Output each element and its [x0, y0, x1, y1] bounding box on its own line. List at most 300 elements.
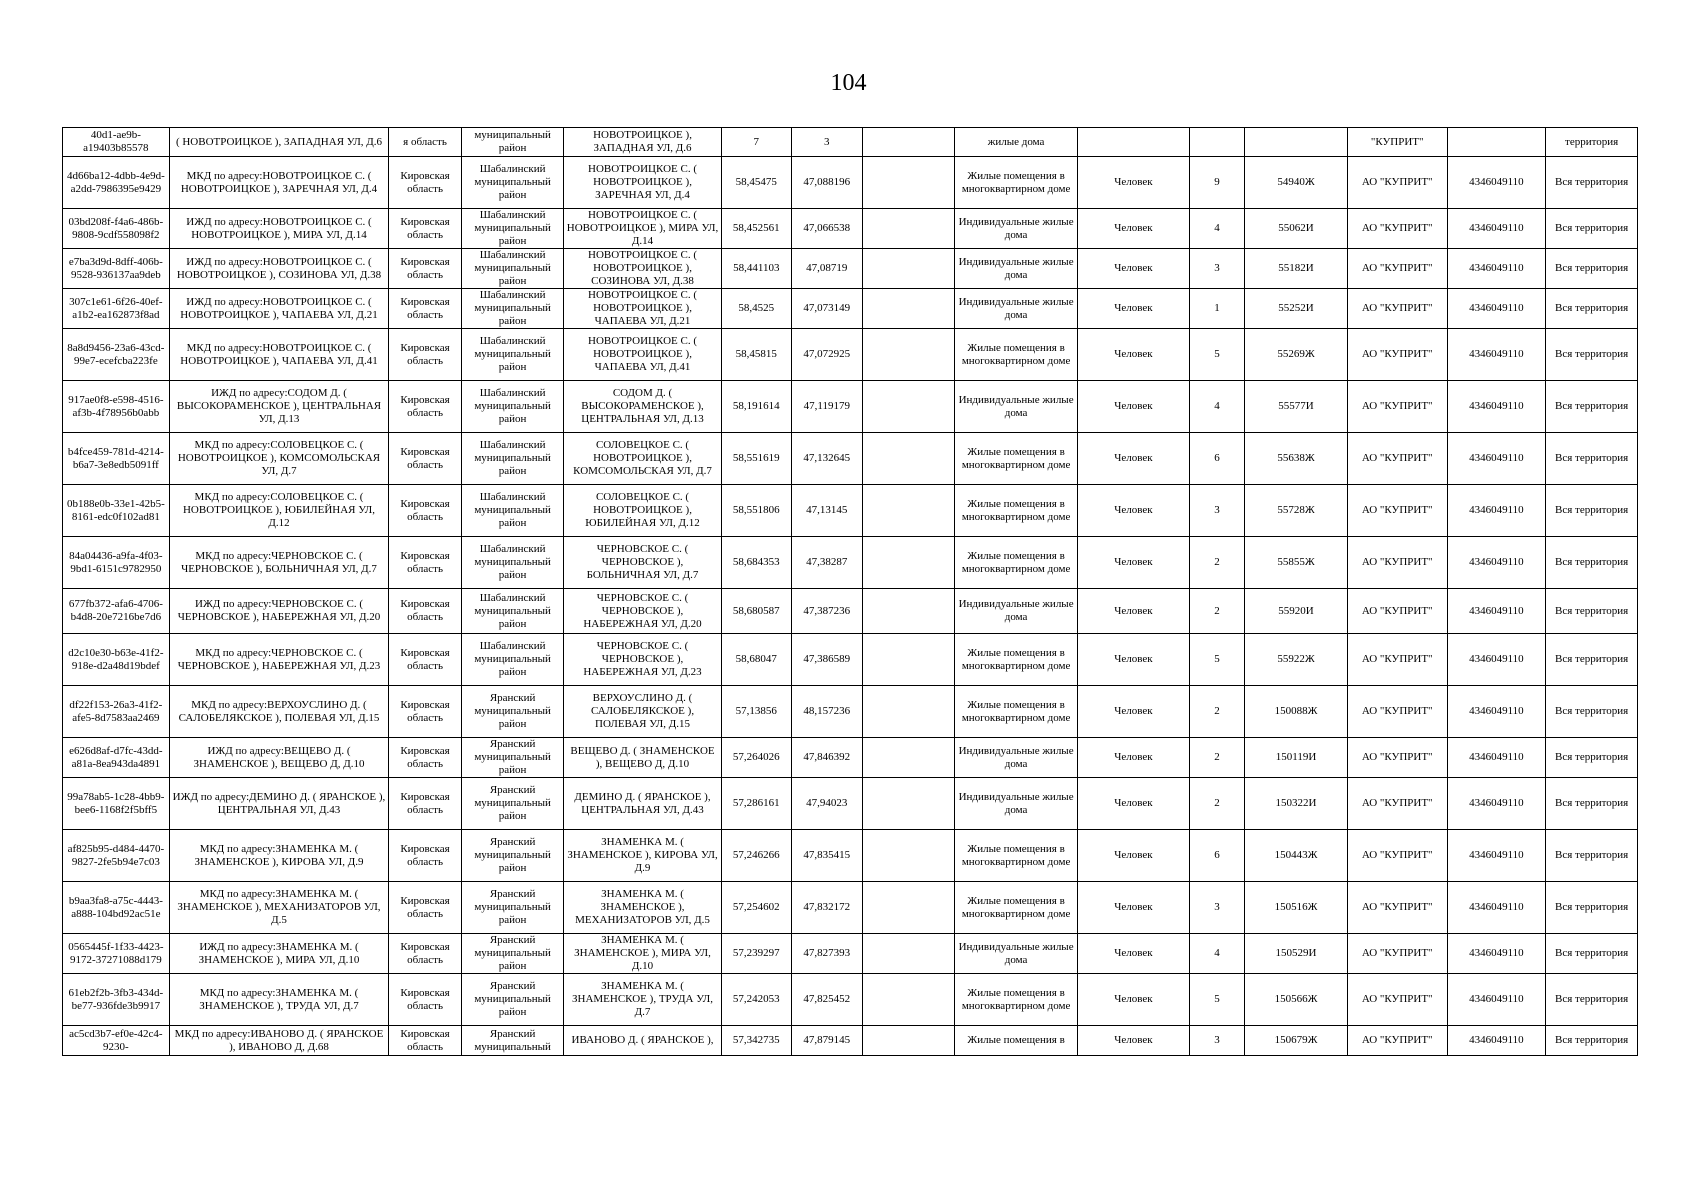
- organization-cell: АО "КУПРИТ": [1347, 1026, 1447, 1056]
- longitude-cell: 47,832172: [792, 882, 862, 934]
- table-row: [63, 289, 1638, 329]
- count-cell: 3: [1189, 249, 1244, 289]
- unit-cell: Человек: [1078, 289, 1190, 329]
- table-row: [63, 381, 1638, 433]
- blank-cell: [862, 830, 955, 882]
- table-row: [63, 157, 1638, 209]
- guid-cell: e7ba3d9d-8dff-406b-9528-936137aa9deb: [63, 249, 170, 289]
- inn-cell: 4346049110: [1447, 1026, 1546, 1056]
- code-cell: 150443Ж: [1245, 830, 1348, 882]
- longitude-cell: 47,066538: [792, 209, 862, 249]
- longitude-cell: 47,94023: [792, 778, 862, 830]
- object-name-cell: МКД по адресу:ИВАНОВО Д. ( ЯРАНСКОЕ ), ИВАНОВО Д, Д.68: [169, 1026, 389, 1056]
- territory-cell: Вся территория: [1546, 289, 1638, 329]
- guid-cell: 99a78ab5-1c28-4bb9-bee6-1168f2f5bff5: [63, 778, 170, 830]
- category-cell: Жилые помещения в многоквартирном доме: [955, 329, 1078, 381]
- territory-cell: Вся территория: [1546, 249, 1638, 289]
- table-row: [63, 128, 1638, 157]
- category-cell: Индивидуальные жилые дома: [955, 209, 1078, 249]
- territory-cell: Вся территория: [1546, 209, 1638, 249]
- category-cell: Жилые помещения в многоквартирном доме: [955, 634, 1078, 686]
- district-cell: Яранский муниципальный район: [461, 778, 564, 830]
- count-cell: 5: [1189, 974, 1244, 1026]
- unit-cell: Человек: [1078, 329, 1190, 381]
- count-cell: 2: [1189, 589, 1244, 634]
- organization-cell: АО "КУПРИТ": [1347, 381, 1447, 433]
- longitude-cell: 47,119179: [792, 381, 862, 433]
- blank-cell: [862, 634, 955, 686]
- count-cell: 3: [1189, 882, 1244, 934]
- category-cell: Жилые помещения в многоквартирном доме: [955, 433, 1078, 485]
- guid-cell: d2c10e30-b63e-41f2-918e-d2a48d19bdef: [63, 634, 170, 686]
- code-cell: [1245, 128, 1348, 157]
- region-cell: Кировская область: [389, 289, 462, 329]
- latitude-cell: 58,551806: [721, 485, 791, 537]
- object-name-cell: МКД по адресу:ЗНАМЕНКА М. ( ЗНАМЕНСКОЕ ), ТРУДА УЛ, Д.7: [169, 974, 389, 1026]
- count-cell: 4: [1189, 381, 1244, 433]
- address-cell: ИВАНОВО Д. ( ЯРАНСКОЕ ),: [564, 1026, 721, 1056]
- object-name-cell: МКД по адресу:СОЛОВЕЦКОЕ С. ( НОВОТРОИЦКОЕ ), ЮБИЛЕЙНАЯ УЛ, Д.12: [169, 485, 389, 537]
- organization-cell: АО "КУПРИТ": [1347, 934, 1447, 974]
- category-cell: Индивидуальные жилые дома: [955, 934, 1078, 974]
- territory-cell: Вся территория: [1546, 974, 1638, 1026]
- guid-cell: 8a8d9456-23a6-43cd-99e7-ecefcba223fe: [63, 329, 170, 381]
- blank-cell: [862, 1026, 955, 1056]
- inn-cell: 4346049110: [1447, 882, 1546, 934]
- district-cell: Шабалинский муниципальный район: [461, 589, 564, 634]
- page-number: 104: [830, 70, 867, 96]
- inn-cell: 4346049110: [1447, 974, 1546, 1026]
- guid-cell: af825b95-d484-4470-9827-2fe5b94e7c03: [63, 830, 170, 882]
- table-row: [63, 830, 1638, 882]
- longitude-cell: 47,38287: [792, 537, 862, 589]
- district-cell: муниципальный район: [461, 128, 564, 157]
- blank-cell: [862, 686, 955, 738]
- object-name-cell: ИЖД по адресу:СОДОМ Д. ( ВЫСОКОРАМЕНСКОЕ ), ЦЕНТРАЛЬНАЯ УЛ, Д.13: [169, 381, 389, 433]
- region-cell: Кировская область: [389, 157, 462, 209]
- guid-cell: 0565445f-1f33-4423-9172-37271088d179: [63, 934, 170, 974]
- address-cell: НОВОТРОИЦКОЕ С. ( НОВОТРОИЦКОЕ ), ЗАРЕЧНАЯ УЛ, Д.4: [564, 157, 721, 209]
- guid-cell: 677fb372-afa6-4706-b4d8-20e7216be7d6: [63, 589, 170, 634]
- unit-cell: Человек: [1078, 249, 1190, 289]
- inn-cell: 4346049110: [1447, 209, 1546, 249]
- guid-cell: 917ae0f8-e598-4516-af3b-4f78956b0abb: [63, 381, 170, 433]
- table-row: [63, 634, 1638, 686]
- blank-cell: [862, 738, 955, 778]
- count-cell: 2: [1189, 537, 1244, 589]
- latitude-cell: 58,45815: [721, 329, 791, 381]
- address-cell: НОВОТРОИЦКОЕ С. ( НОВОТРОИЦКОЕ ), МИРА УЛ, Д.14: [564, 209, 721, 249]
- count-cell: 2: [1189, 686, 1244, 738]
- organization-cell: АО "КУПРИТ": [1347, 830, 1447, 882]
- unit-cell: Человек: [1078, 537, 1190, 589]
- count-cell: 1: [1189, 289, 1244, 329]
- region-cell: Кировская область: [389, 882, 462, 934]
- district-cell: Шабалинский муниципальный район: [461, 433, 564, 485]
- object-name-cell: МКД по адресу:ЗНАМЕНКА М. ( ЗНАМЕНСКОЕ ), МЕХАНИЗАТОРОВ УЛ, Д.5: [169, 882, 389, 934]
- latitude-cell: 58,452561: [721, 209, 791, 249]
- count-cell: 2: [1189, 738, 1244, 778]
- unit-cell: Человек: [1078, 738, 1190, 778]
- inn-cell: 4346049110: [1447, 433, 1546, 485]
- district-cell: Шабалинский муниципальный район: [461, 485, 564, 537]
- district-cell: Яранский муниципальный район: [461, 686, 564, 738]
- organization-cell: АО "КУПРИТ": [1347, 433, 1447, 485]
- category-cell: Жилые помещения в: [955, 1026, 1078, 1056]
- latitude-cell: 58,45475: [721, 157, 791, 209]
- region-cell: Кировская область: [389, 537, 462, 589]
- guid-cell: 03bd208f-f4a6-486b-9808-9cdf558098f2: [63, 209, 170, 249]
- organization-cell: АО "КУПРИТ": [1347, 289, 1447, 329]
- category-cell: Жилые помещения в многоквартирном доме: [955, 485, 1078, 537]
- category-cell: Жилые помещения в многоквартирном доме: [955, 157, 1078, 209]
- object-name-cell: ИЖД по адресу:ДЕМИНО Д. ( ЯРАНСКОЕ ), ЦЕНТРАЛЬНАЯ УЛ, Д.43: [169, 778, 389, 830]
- blank-cell: [862, 589, 955, 634]
- table-row: [63, 433, 1638, 485]
- guid-cell: 307c1e61-6f26-40ef-a1b2-ea162873f8ad: [63, 289, 170, 329]
- latitude-cell: 58,551619: [721, 433, 791, 485]
- region-cell: Кировская область: [389, 209, 462, 249]
- latitude-cell: 57,342735: [721, 1026, 791, 1056]
- address-cell: НОВОТРОИЦКОЕ С. ( НОВОТРОИЦКОЕ ), ЧАПАЕВА УЛ, Д.21: [564, 289, 721, 329]
- blank-cell: [862, 128, 955, 157]
- address-cell: ЗНАМЕНКА М. ( ЗНАМЕНСКОЕ ), ТРУДА УЛ, Д.7: [564, 974, 721, 1026]
- territory-cell: Вся территория: [1546, 1026, 1638, 1056]
- district-cell: Шабалинский муниципальный район: [461, 634, 564, 686]
- territory-cell: Вся территория: [1546, 329, 1638, 381]
- district-cell: Шабалинский муниципальный район: [461, 381, 564, 433]
- territory-cell: Вся территория: [1546, 589, 1638, 634]
- code-cell: 55922Ж: [1245, 634, 1348, 686]
- table-row: [63, 778, 1638, 830]
- unit-cell: Человек: [1078, 830, 1190, 882]
- territory-cell: Вся территория: [1546, 686, 1638, 738]
- count-cell: 5: [1189, 634, 1244, 686]
- unit-cell: Человек: [1078, 485, 1190, 537]
- guid-cell: 4d66ba12-4dbb-4e9d-a2dd-7986395e9429: [63, 157, 170, 209]
- organization-cell: АО "КУПРИТ": [1347, 778, 1447, 830]
- longitude-cell: 3: [792, 128, 862, 157]
- register-table: [62, 127, 1638, 1056]
- count-cell: 4: [1189, 934, 1244, 974]
- address-cell: ЗНАМЕНКА М. ( ЗНАМЕНСКОЕ ), МИРА УЛ, Д.10: [564, 934, 721, 974]
- code-cell: 55062И: [1245, 209, 1348, 249]
- inn-cell: 4346049110: [1447, 329, 1546, 381]
- code-cell: 55855Ж: [1245, 537, 1348, 589]
- table-row: [63, 738, 1638, 778]
- code-cell: 55252И: [1245, 289, 1348, 329]
- latitude-cell: 57,13856: [721, 686, 791, 738]
- code-cell: 150679Ж: [1245, 1026, 1348, 1056]
- guid-cell: 61eb2f2b-3fb3-434d-be77-936fde3b9917: [63, 974, 170, 1026]
- category-cell: жилые дома: [955, 128, 1078, 157]
- district-cell: Яранский муниципальный район: [461, 738, 564, 778]
- organization-cell: АО "КУПРИТ": [1347, 249, 1447, 289]
- blank-cell: [862, 934, 955, 974]
- longitude-cell: 47,827393: [792, 934, 862, 974]
- code-cell: 150119И: [1245, 738, 1348, 778]
- district-cell: Яранский муниципальный район: [461, 830, 564, 882]
- blank-cell: [862, 209, 955, 249]
- code-cell: 150516Ж: [1245, 882, 1348, 934]
- address-cell: ВЕЩЕВО Д. ( ЗНАМЕНСКОЕ ), ВЕЩЕВО Д, Д.10: [564, 738, 721, 778]
- organization-cell: АО "КУПРИТ": [1347, 634, 1447, 686]
- latitude-cell: 58,441103: [721, 249, 791, 289]
- organization-cell: АО "КУПРИТ": [1347, 974, 1447, 1026]
- latitude-cell: 58,680587: [721, 589, 791, 634]
- unit-cell: Человек: [1078, 157, 1190, 209]
- object-name-cell: ИЖД по адресу:НОВОТРОИЦКОЕ С. ( НОВОТРОИЦКОЕ ), СОЗИНОВА УЛ, Д.38: [169, 249, 389, 289]
- region-cell: Кировская область: [389, 381, 462, 433]
- guid-cell: 84a04436-a9fa-4f03-9bd1-6151c9782950: [63, 537, 170, 589]
- object-name-cell: ИЖД по адресу:ВЕЩЕВО Д. ( ЗНАМЕНСКОЕ ), ВЕЩЕВО Д, Д.10: [169, 738, 389, 778]
- count-cell: [1189, 128, 1244, 157]
- territory-cell: Вся территория: [1546, 934, 1638, 974]
- inn-cell: 4346049110: [1447, 686, 1546, 738]
- count-cell: 3: [1189, 485, 1244, 537]
- longitude-cell: 48,157236: [792, 686, 862, 738]
- table-row: [63, 686, 1638, 738]
- guid-cell: e626d8af-d7fc-43dd-a81a-8ea943da4891: [63, 738, 170, 778]
- region-cell: Кировская область: [389, 830, 462, 882]
- latitude-cell: 57,239297: [721, 934, 791, 974]
- guid-cell: b4fce459-781d-4214-b6a7-3e8edb5091ff: [63, 433, 170, 485]
- longitude-cell: 47,387236: [792, 589, 862, 634]
- inn-cell: 4346049110: [1447, 830, 1546, 882]
- latitude-cell: 57,242053: [721, 974, 791, 1026]
- guid-cell: ac5cd3b7-ef0e-42c4-9230-: [63, 1026, 170, 1056]
- longitude-cell: 47,072925: [792, 329, 862, 381]
- object-name-cell: МКД по адресу:ЧЕРНОВСКОЕ С. ( ЧЕРНОВСКОЕ ), БОЛЬНИЧНАЯ УЛ, Д.7: [169, 537, 389, 589]
- latitude-cell: 58,68047: [721, 634, 791, 686]
- table-body: [63, 128, 1638, 1056]
- longitude-cell: 47,835415: [792, 830, 862, 882]
- region-cell: я область: [389, 128, 462, 157]
- latitude-cell: 57,254602: [721, 882, 791, 934]
- longitude-cell: 47,073149: [792, 289, 862, 329]
- unit-cell: Человек: [1078, 882, 1190, 934]
- district-cell: Яранский муниципальный район: [461, 882, 564, 934]
- district-cell: Яранский муниципальный район: [461, 974, 564, 1026]
- code-cell: 55577И: [1245, 381, 1348, 433]
- category-cell: Жилые помещения в многоквартирном доме: [955, 974, 1078, 1026]
- address-cell: ЧЕРНОВСКОЕ С. ( ЧЕРНОВСКОЕ ), НАБЕРЕЖНАЯ УЛ, Д.20: [564, 589, 721, 634]
- count-cell: 6: [1189, 830, 1244, 882]
- table-row: [63, 589, 1638, 634]
- district-cell: Шабалинский муниципальный район: [461, 537, 564, 589]
- longitude-cell: 47,846392: [792, 738, 862, 778]
- table-row: [63, 209, 1638, 249]
- blank-cell: [862, 485, 955, 537]
- object-name-cell: ИЖД по адресу:НОВОТРОИЦКОЕ С. ( НОВОТРОИЦКОЕ ), МИРА УЛ, Д.14: [169, 209, 389, 249]
- region-cell: Кировская область: [389, 778, 462, 830]
- table-row: [63, 537, 1638, 589]
- latitude-cell: 57,246266: [721, 830, 791, 882]
- district-cell: Шабалинский муниципальный район: [461, 157, 564, 209]
- inn-cell: [1447, 128, 1546, 157]
- region-cell: Кировская область: [389, 485, 462, 537]
- address-cell: СОДОМ Д. ( ВЫСОКОРАМЕНСКОЕ ), ЦЕНТРАЛЬНАЯ УЛ, Д.13: [564, 381, 721, 433]
- address-cell: СОЛОВЕЦКОЕ С. ( НОВОТРОИЦКОЕ ), ЮБИЛЕЙНАЯ УЛ, Д.12: [564, 485, 721, 537]
- inn-cell: 4346049110: [1447, 934, 1546, 974]
- object-name-cell: МКД по адресу:ВЕРХОУСЛИНО Д. ( САЛОБЕЛЯКСКОЕ ), ПОЛЕВАЯ УЛ, Д.15: [169, 686, 389, 738]
- inn-cell: 4346049110: [1447, 778, 1546, 830]
- territory-cell: Вся территория: [1546, 738, 1638, 778]
- territory-cell: Вся территория: [1546, 381, 1638, 433]
- district-cell: Яранский муниципальный: [461, 1026, 564, 1056]
- code-cell: 55638Ж: [1245, 433, 1348, 485]
- blank-cell: [862, 778, 955, 830]
- code-cell: 55269Ж: [1245, 329, 1348, 381]
- inn-cell: 4346049110: [1447, 738, 1546, 778]
- category-cell: Индивидуальные жилые дома: [955, 381, 1078, 433]
- organization-cell: АО "КУПРИТ": [1347, 882, 1447, 934]
- blank-cell: [862, 433, 955, 485]
- region-cell: Кировская область: [389, 634, 462, 686]
- longitude-cell: 47,386589: [792, 634, 862, 686]
- object-name-cell: МКД по адресу:ЗНАМЕНКА М. ( ЗНАМЕНСКОЕ ), КИРОВА УЛ, Д.9: [169, 830, 389, 882]
- table-row: [63, 249, 1638, 289]
- unit-cell: Человек: [1078, 686, 1190, 738]
- guid-cell: 0b188e0b-33e1-42b5-8161-edc0f102ad81: [63, 485, 170, 537]
- latitude-cell: 7: [721, 128, 791, 157]
- address-cell: СОЛОВЕЦКОЕ С. ( НОВОТРОИЦКОЕ ), КОМСОМОЛЬСКАЯ УЛ, Д.7: [564, 433, 721, 485]
- blank-cell: [862, 537, 955, 589]
- unit-cell: Человек: [1078, 1026, 1190, 1056]
- unit-cell: Человек: [1078, 778, 1190, 830]
- guid-cell: b9aa3fa8-a75c-4443-a888-104bd92ac51e: [63, 882, 170, 934]
- district-cell: Шабалинский муниципальный район: [461, 289, 564, 329]
- address-cell: НОВОТРОИЦКОЕ С. ( НОВОТРОИЦКОЕ ), ЧАПАЕВА УЛ, Д.41: [564, 329, 721, 381]
- region-cell: Кировская область: [389, 329, 462, 381]
- category-cell: Индивидуальные жилые дома: [955, 589, 1078, 634]
- blank-cell: [862, 882, 955, 934]
- object-name-cell: МКД по адресу:НОВОТРОИЦКОЕ С. ( НОВОТРОИЦКОЕ ), ЗАРЕЧНАЯ УЛ, Д.4: [169, 157, 389, 209]
- organization-cell: АО "КУПРИТ": [1347, 209, 1447, 249]
- organization-cell: АО "КУПРИТ": [1347, 738, 1447, 778]
- count-cell: 2: [1189, 778, 1244, 830]
- table-row: [63, 329, 1638, 381]
- unit-cell: Человек: [1078, 974, 1190, 1026]
- blank-cell: [862, 381, 955, 433]
- organization-cell: "КУПРИТ": [1347, 128, 1447, 157]
- code-cell: 150529И: [1245, 934, 1348, 974]
- inn-cell: 4346049110: [1447, 537, 1546, 589]
- latitude-cell: 57,264026: [721, 738, 791, 778]
- category-cell: Жилые помещения в многоквартирном доме: [955, 830, 1078, 882]
- code-cell: 54940Ж: [1245, 157, 1348, 209]
- longitude-cell: 47,13145: [792, 485, 862, 537]
- category-cell: Жилые помещения в многоквартирном доме: [955, 537, 1078, 589]
- blank-cell: [862, 289, 955, 329]
- object-name-cell: МКД по адресу:СОЛОВЕЦКОЕ С. ( НОВОТРОИЦКОЕ ), КОМСОМОЛЬСКАЯ УЛ, Д.7: [169, 433, 389, 485]
- object-name-cell: ИЖД по адресу:ЧЕРНОВСКОЕ С. ( ЧЕРНОВСКОЕ ), НАБЕРЕЖНАЯ УЛ, Д.20: [169, 589, 389, 634]
- region-cell: Кировская область: [389, 249, 462, 289]
- territory-cell: территория: [1546, 128, 1638, 157]
- longitude-cell: 47,132645: [792, 433, 862, 485]
- territory-cell: Вся территория: [1546, 634, 1638, 686]
- territory-cell: Вся территория: [1546, 882, 1638, 934]
- object-name-cell: ( НОВОТРОИЦКОЕ ), ЗАПАДНАЯ УЛ, Д.6: [169, 128, 389, 157]
- organization-cell: АО "КУПРИТ": [1347, 329, 1447, 381]
- organization-cell: АО "КУПРИТ": [1347, 589, 1447, 634]
- region-cell: Кировская область: [389, 433, 462, 485]
- table-row: [63, 485, 1638, 537]
- unit-cell: Человек: [1078, 589, 1190, 634]
- unit-cell: [1078, 128, 1190, 157]
- inn-cell: 4346049110: [1447, 634, 1546, 686]
- region-cell: Кировская область: [389, 974, 462, 1026]
- territory-cell: Вся территория: [1546, 433, 1638, 485]
- category-cell: Жилые помещения в многоквартирном доме: [955, 686, 1078, 738]
- district-cell: Шабалинский муниципальный район: [461, 209, 564, 249]
- object-name-cell: ИЖД по адресу:НОВОТРОИЦКОЕ С. ( НОВОТРОИЦКОЕ ), ЧАПАЕВА УЛ, Д.21: [169, 289, 389, 329]
- unit-cell: Человек: [1078, 934, 1190, 974]
- territory-cell: Вся территория: [1546, 485, 1638, 537]
- code-cell: 55182И: [1245, 249, 1348, 289]
- count-cell: 6: [1189, 433, 1244, 485]
- unit-cell: Человек: [1078, 634, 1190, 686]
- territory-cell: Вся территория: [1546, 830, 1638, 882]
- longitude-cell: 47,088196: [792, 157, 862, 209]
- organization-cell: АО "КУПРИТ": [1347, 157, 1447, 209]
- code-cell: 150088Ж: [1245, 686, 1348, 738]
- inn-cell: 4346049110: [1447, 381, 1546, 433]
- territory-cell: Вся территория: [1546, 537, 1638, 589]
- blank-cell: [862, 249, 955, 289]
- longitude-cell: 47,825452: [792, 974, 862, 1026]
- category-cell: Индивидуальные жилые дома: [955, 289, 1078, 329]
- count-cell: 3: [1189, 1026, 1244, 1056]
- category-cell: Жилые помещения в многоквартирном доме: [955, 882, 1078, 934]
- object-name-cell: ИЖД по адресу:ЗНАМЕНКА М. ( ЗНАМЕНСКОЕ ), МИРА УЛ, Д.10: [169, 934, 389, 974]
- code-cell: 150322И: [1245, 778, 1348, 830]
- address-cell: ЧЕРНОВСКОЕ С. ( ЧЕРНОВСКОЕ ), НАБЕРЕЖНАЯ УЛ, Д.23: [564, 634, 721, 686]
- guid-cell: df22f153-26a3-41f2-afe5-8d7583aa2469: [63, 686, 170, 738]
- longitude-cell: 47,08719: [792, 249, 862, 289]
- latitude-cell: 57,286161: [721, 778, 791, 830]
- blank-cell: [862, 329, 955, 381]
- code-cell: 55920И: [1245, 589, 1348, 634]
- inn-cell: 4346049110: [1447, 589, 1546, 634]
- latitude-cell: 58,4525: [721, 289, 791, 329]
- count-cell: 9: [1189, 157, 1244, 209]
- table-row: [63, 974, 1638, 1026]
- count-cell: 5: [1189, 329, 1244, 381]
- code-cell: 150566Ж: [1245, 974, 1348, 1026]
- address-cell: НОВОТРОИЦКОЕ ), ЗАПАДНАЯ УЛ, Д.6: [564, 128, 721, 157]
- region-cell: Кировская область: [389, 589, 462, 634]
- unit-cell: Человек: [1078, 381, 1190, 433]
- address-cell: ЧЕРНОВСКОЕ С. ( ЧЕРНОВСКОЕ ), БОЛЬНИЧНАЯ УЛ, Д.7: [564, 537, 721, 589]
- category-cell: Индивидуальные жилые дома: [955, 249, 1078, 289]
- territory-cell: Вся территория: [1546, 157, 1638, 209]
- category-cell: Индивидуальные жилые дома: [955, 778, 1078, 830]
- region-cell: Кировская область: [389, 686, 462, 738]
- table-row: [63, 934, 1638, 974]
- blank-cell: [862, 157, 955, 209]
- inn-cell: 4346049110: [1447, 157, 1546, 209]
- district-cell: Шабалинский муниципальный район: [461, 249, 564, 289]
- address-cell: ДЕМИНО Д. ( ЯРАНСКОЕ ), ЦЕНТРАЛЬНАЯ УЛ, Д.43: [564, 778, 721, 830]
- region-cell: Кировская область: [389, 934, 462, 974]
- latitude-cell: 58,684353: [721, 537, 791, 589]
- organization-cell: АО "КУПРИТ": [1347, 686, 1447, 738]
- object-name-cell: МКД по адресу:НОВОТРОИЦКОЕ С. ( НОВОТРОИЦКОЕ ), ЧАПАЕВА УЛ, Д.41: [169, 329, 389, 381]
- table-row: [63, 1026, 1638, 1056]
- district-cell: Шабалинский муниципальный район: [461, 329, 564, 381]
- unit-cell: Человек: [1078, 209, 1190, 249]
